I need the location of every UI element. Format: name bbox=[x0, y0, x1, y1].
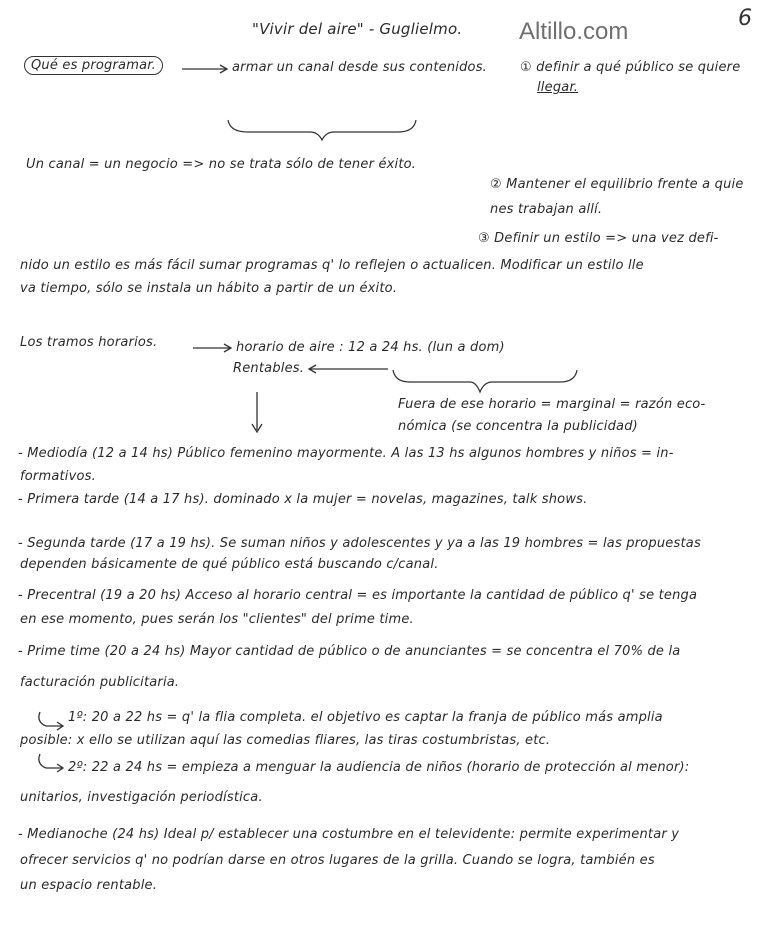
primera-tarde: - Primera tarde (14 a 17 hs). dominado x la mujer = novelas, magazines, talk shows. bbox=[18, 492, 588, 507]
medianoche-line-1: - Medianoche (24 hs) Ideal p/ establecer una costumbre en el televidente: permite experimentar y bbox=[18, 827, 680, 842]
point-2: ② Mantener el equilibrio frente a quie bbox=[490, 177, 744, 192]
label-que-es-programar: Qué es programar. bbox=[24, 58, 163, 73]
estilo-line-1: nido un estilo es más fácil sumar programas q' lo reflejen o actualicen. Modificar un estilo lle bbox=[20, 258, 644, 273]
point-1-cont: llegar. bbox=[537, 80, 579, 95]
estilo-line-2: va tiempo, sólo se instala un hábito a partir de un éxito. bbox=[20, 281, 398, 296]
tramos-horarios-heading: Los tramos horarios. bbox=[20, 335, 158, 350]
prime-time-line-2: facturación publicitaria. bbox=[20, 675, 180, 690]
franja-1-line-1: 1º: 20 a 22 hs = q' la flia completa. el objetivo es captar la franja de público más amplia bbox=[68, 710, 663, 725]
medianoche-line-3: un espacio rentable. bbox=[20, 878, 158, 893]
watermark: Altillo.com bbox=[519, 18, 629, 45]
mediodia-line-2: formativos. bbox=[20, 469, 96, 484]
precentral-line-1: - Precentral (19 a 20 hs) Acceso al horario central = es importante la cantidad de público q' se tenga bbox=[18, 588, 698, 603]
definition-programar: armar un canal desde sus contenidos. bbox=[232, 60, 488, 75]
segunda-tarde-line-1: - Segunda tarde (17 a 19 hs). Se suman niños y adolescentes y ya a las 19 hombres = las propuestas bbox=[18, 536, 701, 551]
segunda-tarde-line-2: dependen básicamente de qué público está buscando c/canal. bbox=[20, 557, 439, 572]
point-2-cont: nes trabajan allí. bbox=[490, 202, 603, 217]
page-number: 6 bbox=[738, 6, 752, 31]
prime-time-line-1: - Prime time (20 a 24 hs) Mayor cantidad de público o de anunciantes = se concentra el 70% de la bbox=[18, 644, 681, 659]
precentral-line-2: en ese momento, pues serán los "clientes" del prime time. bbox=[20, 612, 414, 627]
horario-de-aire: horario de aire : 12 a 24 hs. (lun a dom) bbox=[236, 340, 505, 355]
page-title: "Vivir del aire" - Guglielmo. bbox=[252, 20, 463, 38]
fuera-de-horario-cont: nómica (se concentra la publicidad) bbox=[398, 419, 638, 434]
mediodia-line-1: - Mediodía (12 a 14 hs) Público femenino mayormente. A las 13 hs algunos hombres y niños = in- bbox=[18, 446, 674, 461]
rentables-label: Rentables. bbox=[233, 361, 305, 376]
franja-2-line-2: unitarios, investigación periodística. bbox=[20, 790, 263, 805]
franja-2-line-1: 2º: 22 a 24 hs = empieza a menguar la audiencia de niños (horario de protección al menor): bbox=[68, 760, 690, 775]
point-3: ③ Definir un estilo => una vez defi- bbox=[478, 231, 719, 246]
fuera-de-horario: Fuera de ese horario = marginal = razón eco- bbox=[398, 397, 706, 412]
franja-1-line-2: posible: x ello se utilizan aquí las comedias fliares, las tiras costumbristas, etc. bbox=[20, 733, 551, 748]
medianoche-line-2: ofrecer servicios q' no podrían darse en otros lugares de la grilla. Cuando se logra, también es bbox=[20, 853, 655, 868]
canal-negocio: Un canal = un negocio => no se trata sólo de tener éxito. bbox=[26, 157, 417, 172]
point-1: ① definir a qué público se quiere bbox=[520, 60, 741, 75]
